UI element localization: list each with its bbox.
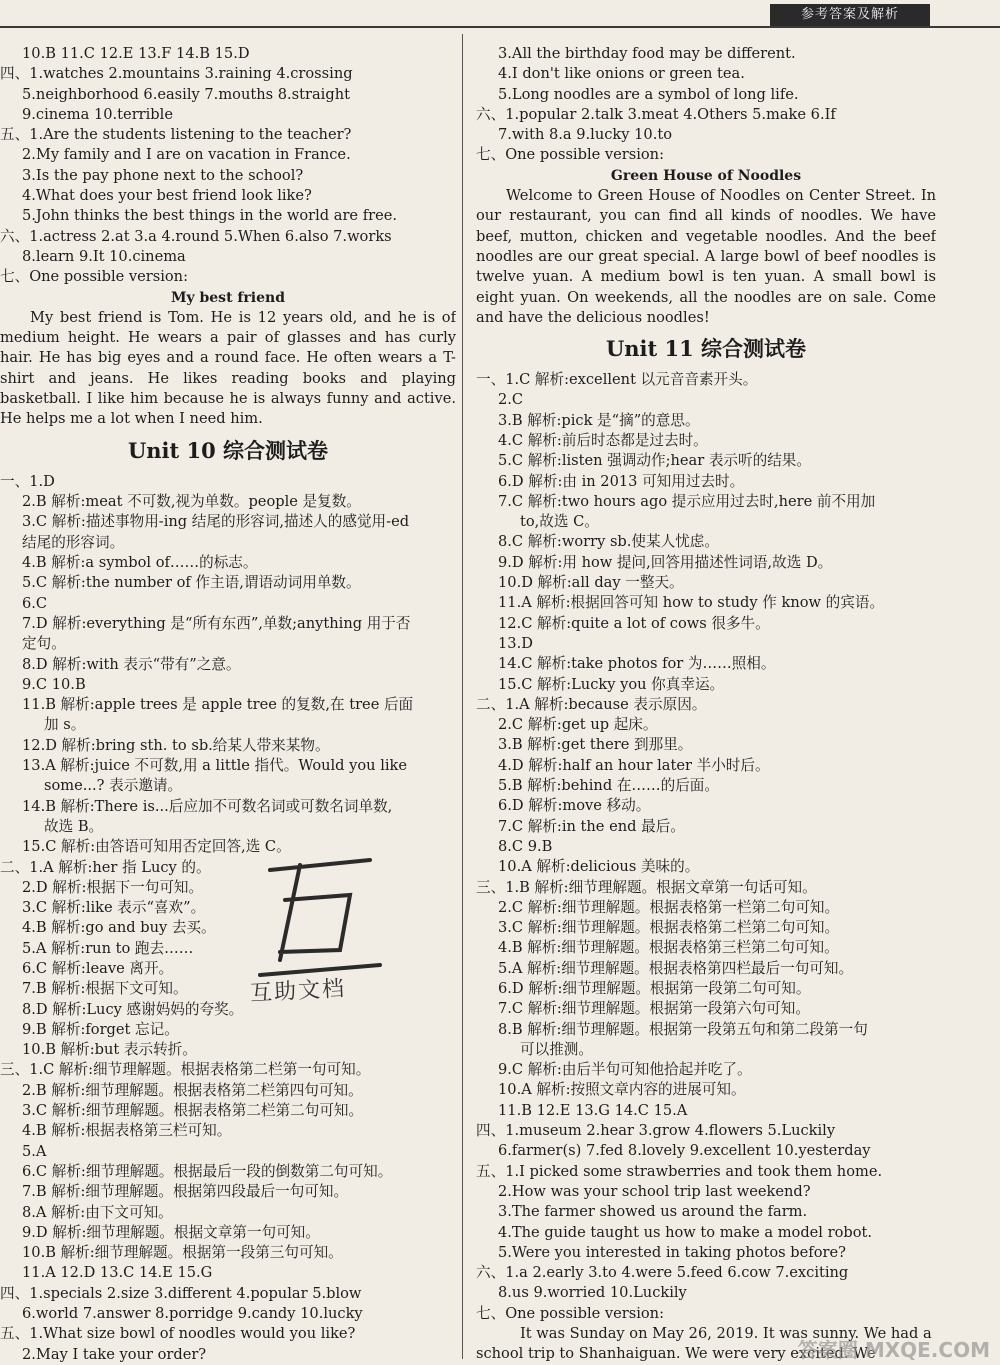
unit11_lines-line: 3.C 解析:细节理解题。根据表格第二栏第二句可知。 bbox=[498, 919, 840, 937]
unit11_lines-line: 六、1.a 2.early 3.to 4.were 5.feed 6.cow 7.exciting bbox=[476, 1264, 849, 1282]
unit10_lines-line: 5.C 解析:the number of 作主语,谓语动词用单数。 bbox=[22, 574, 361, 592]
unit10_lines-line: 6.C bbox=[22, 594, 48, 612]
unit10_lines-line: 6.C 解析:细节理解题。根据最后一段的倒数第二句可知。 bbox=[22, 1162, 393, 1180]
unit11_lines-line: 8.us 9.worried 10.Luckily bbox=[498, 1284, 687, 1302]
essay2-body: Welcome to Green House of Noodles on Center Street. In our restaurant, you can find all kinds of noodles. We have beef, mutton, chicken and vegetable noodles. And the beef noodles are our great special. A large bowl of beef noodles is twelve yuan. A medium bowl is ten yuan. A small bowl is eight yuan. On weekends, all the noodles are on sale. Come and have the delicious noodles! bbox=[476, 187, 936, 326]
unit11_lines-line: 5.A 解析:细节理解题。根据表格第四栏最后一句可知。 bbox=[498, 959, 854, 977]
unit11_lines-line: 2.C bbox=[498, 391, 524, 409]
unit10_lines-line: 四、1.specials 2.size 3.different 4.popular 5.blow bbox=[0, 1284, 362, 1302]
unit10_lines-line: 8.A 解析:由下文可知。 bbox=[22, 1203, 173, 1221]
unit10_lines-line: 2.B 解析:细节理解题。根据表格第二栏第四句可知。 bbox=[22, 1081, 363, 1099]
unit11_lines-line: 可以推测。 bbox=[520, 1040, 593, 1058]
unit11_lines-line: 8.C 解析:worry sb.使某人忧虑。 bbox=[498, 533, 719, 551]
unit11_lines-line: 9.D 解析:用 how 提问,回答用描述性词语,故选 D。 bbox=[498, 553, 833, 571]
unit11_lines-line: 10.A 解析:delicious 美味的。 bbox=[498, 858, 700, 876]
unit10_lines-line: 7.B 解析:根据下文可知。 bbox=[22, 980, 188, 998]
unit10_lines-line: 8.D 解析:Lucy 感谢妈妈的夸奖。 bbox=[22, 1000, 244, 1018]
unit11_lines-line: 6.D 解析:move 移动。 bbox=[498, 797, 651, 815]
unit10_lines-line: 6.world 7.answer 8.porridge 9.candy 10.lucky bbox=[22, 1305, 363, 1323]
left_lines-line: 七、One possible version: bbox=[0, 268, 189, 286]
unit11_lines-line: 13.D bbox=[498, 634, 533, 652]
unit11_lines-line: 6.D 解析:细节理解题。根据第一段第二句可知。 bbox=[498, 979, 811, 997]
answers-unit11 bbox=[476, 370, 936, 1365]
unit11_lines-line: 二、1.A 解析:because 表示原因。 bbox=[476, 695, 707, 713]
right_lines-line: 7.with 8.a 9.lucky 10.to bbox=[498, 126, 672, 144]
unit11_lines-line: 4.C 解析:前后时态都是过去时。 bbox=[498, 431, 708, 449]
unit11_lines-line: 14.C 解析:take photos for 为……照相。 bbox=[498, 655, 776, 673]
right_lines-line: 七、One possible version: bbox=[476, 146, 665, 164]
unit10_lines-line: 4.B 解析:go and buy 去买。 bbox=[22, 919, 216, 937]
unit11_lines-line: 5.B 解析:behind 在……的后面。 bbox=[498, 777, 719, 795]
left_lines-line: 9.cinema 10.terrible bbox=[22, 105, 173, 123]
essay2-title: Green House of Noodles bbox=[610, 167, 802, 184]
unit11_lines-line: 10.A 解析:按照文章内容的进展可知。 bbox=[498, 1081, 746, 1099]
unit11_lines-line: 7.C 解析:细节理解题。根据第一段第六句可知。 bbox=[498, 1000, 810, 1018]
unit10_lines-line: 11.B 解析:apple trees 是 apple tree 的复数,在 tree 后面 bbox=[22, 696, 414, 714]
unit10_lines-line: 3.C 解析:细节理解题。根据表格第二栏第二句可知。 bbox=[22, 1102, 364, 1120]
right_lines-line: 六、1.popular 2.talk 3.meat 4.Others 5.make 6.If bbox=[476, 105, 836, 123]
unit10_lines-line: 9.B 解析:forget 忘记。 bbox=[22, 1020, 179, 1038]
unit11_lines-line: 6.D 解析:由 in 2013 可知用过去时。 bbox=[498, 472, 745, 490]
unit11_lines-line: 2.C 解析:细节理解题。根据表格第一栏第二句可知。 bbox=[498, 898, 840, 916]
left_lines-line: 4.What does your best friend look like? bbox=[22, 187, 312, 205]
unit11_lines-line: 8.B 解析:细节理解题。根据第一段第五句和第二段第一句 bbox=[498, 1020, 868, 1038]
unit11-title: Unit 11 综合测试卷 bbox=[605, 336, 807, 362]
section-tag: 参考答案及解析 bbox=[770, 4, 930, 26]
left_lines-line: 六、1.actress 2.at 3.a 4.round 5.When 6.also 7.works bbox=[0, 227, 392, 245]
right_lines-line: 5.Long noodles are a symbol of long life. bbox=[498, 85, 799, 103]
unit10_lines-line: 加 s。 bbox=[44, 716, 86, 734]
unit11_lines-line: 12.C 解析:quite a lot of cows 很多牛。 bbox=[498, 614, 770, 632]
unit11_lines-line: 9.C 解析:由后半句可知他拾起并吃了。 bbox=[498, 1061, 752, 1079]
unit10_lines-line: some...? 表示邀请。 bbox=[44, 777, 183, 795]
right_lines-line: 3.All the birthday food may be different. bbox=[498, 45, 796, 62]
unit10_lines-line: 11.A 12.D 13.C 14.E 15.G bbox=[22, 1264, 213, 1282]
unit11_lines-line: 6.farmer(s) 7.fed 8.lovely 9.excellent 10.yesterday bbox=[498, 1142, 871, 1160]
top-rule bbox=[0, 26, 1000, 28]
unit11_lines-line: 3.The farmer showed us around the farm. bbox=[498, 1203, 808, 1221]
unit11_lines-line: 8.C 9.B bbox=[498, 837, 553, 855]
unit10_lines-line: 3.C 解析:描述事物用-ing 结尾的形容词,描述人的感觉用-ed bbox=[22, 513, 410, 531]
unit10_lines-line: 7.D 解析:everything 是“所有东西”,单数;anything 用于否 bbox=[22, 614, 411, 632]
right_lines-line: 4.I don't like onions or green tea. bbox=[498, 65, 745, 83]
unit10_lines-line: 4.B 解析:a symbol of……的标志。 bbox=[22, 554, 258, 572]
unit10_lines-line: 5.A bbox=[22, 1142, 47, 1160]
unit11_lines-line: 4.The guide taught us how to make a model robot. bbox=[498, 1223, 873, 1241]
unit10_lines-line: 2.B 解析:meat 不可数,视为单数。people 是复数。 bbox=[22, 493, 361, 511]
unit11_lines-line: 11.B 12.E 13.G 14.C 15.A bbox=[498, 1101, 688, 1119]
unit11_lines-line: 7.C 解析:two hours ago 提示应用过去时,here 前不用加 bbox=[498, 492, 876, 510]
unit11_lines-line: 15.C 解析:Lucky you 你真幸运。 bbox=[498, 675, 725, 693]
left_lines-line: 8.learn 9.It 10.cinema bbox=[22, 247, 186, 265]
stamp-label: 互助文档 bbox=[249, 976, 347, 1007]
unit10_lines-line: 3.C 解析:like 表示“喜欢”。 bbox=[22, 899, 206, 917]
unit10_lines-line: 10.B 解析:细节理解题。根据第一段第三句可知。 bbox=[22, 1244, 343, 1262]
left_lines-line: 5.John thinks the best things in the world are free. bbox=[22, 207, 397, 225]
unit11_lines-line: 3.B 解析:pick 是“摘”的意思。 bbox=[498, 411, 700, 429]
unit11_lines-line: 2.C 解析:get up 起床。 bbox=[498, 716, 658, 734]
left_lines-line: 5.neighborhood 6.easily 7.mouths 8.straight bbox=[22, 85, 350, 103]
unit10_lines-line: 定句。 bbox=[22, 635, 66, 653]
unit11_lines-line: 7.C 解析:in the end 最后。 bbox=[498, 817, 685, 835]
unit10_lines-line: 5.A 解析:run to 跑去…… bbox=[22, 939, 194, 957]
unit10_lines-line: 五、1.What size bowl of noodles would you like? bbox=[0, 1325, 356, 1343]
left_lines-line: 五、1.Are the students listening to the teacher? bbox=[0, 126, 352, 144]
left_lines-line: 2.My family and I are on vacation in France. bbox=[22, 146, 351, 164]
unit10_lines-line: 二、1.A 解析:her 指 Lucy 的。 bbox=[0, 858, 211, 876]
unit11_lines-line: 一、1.C 解析:excellent 以元音音素开头。 bbox=[476, 371, 758, 389]
answers-unit10-tail bbox=[476, 44, 936, 166]
unit10_lines-line: 2.May I take your order? bbox=[22, 1345, 207, 1363]
unit11_lines-line: school trip to Shanhaiguan. We were very excited. We bbox=[476, 1345, 876, 1363]
essay1-title: My best friend bbox=[170, 289, 286, 306]
unit11_lines-line: 11.A 解析:根据回答可知 how to study 作 know 的宾语。 bbox=[498, 594, 885, 612]
unit11_lines-line: 5.Were you interested in taking photos before? bbox=[498, 1243, 846, 1261]
unit10_lines-line: 三、1.C 解析:细节理解题。根据表格第二栏第一句可知。 bbox=[0, 1061, 371, 1079]
unit10_lines-line: 故选 B。 bbox=[44, 817, 104, 835]
unit10_lines-line: 9.D 解析:细节理解题。根据文章第一句可知。 bbox=[22, 1223, 320, 1241]
unit10_lines-line: 结尾的形容词。 bbox=[22, 533, 125, 551]
right-column bbox=[476, 44, 936, 1365]
unit10_lines-line: 一、1.D bbox=[0, 472, 55, 490]
watermark-logo: 答案圈 MXQE.COM bbox=[797, 1338, 990, 1362]
left-column bbox=[0, 44, 456, 1365]
unit11_lines-line: to,故选 C。 bbox=[520, 513, 599, 531]
unit10_lines-line: 2.D 解析:根据下一句可知。 bbox=[22, 878, 204, 896]
unit11_lines-line: 四、1.museum 2.hear 3.grow 4.flowers 5.Luckily bbox=[476, 1122, 836, 1140]
unit10_lines-line: 7.B 解析:细节理解题。根据第四段最后一句可知。 bbox=[22, 1183, 349, 1201]
unit10_lines-line: 10.B 解析:but 表示转折。 bbox=[22, 1041, 197, 1059]
unit10_lines-line: 14.B 解析:There is...后应加不可数名词或可数名词单数, bbox=[22, 797, 393, 815]
unit10_lines-line: 13.A 解析:juice 不可数,用 a little 指代。Would you like bbox=[22, 757, 408, 775]
unit11_lines-line: 三、1.B 解析:细节理解题。根据文章第一句话可知。 bbox=[476, 878, 817, 896]
unit10_lines-line: 15.C 解析:由答语可知用否定回答,选 C。 bbox=[22, 838, 291, 856]
unit10_lines-line: 4.B 解析:根据表格第三栏可知。 bbox=[22, 1122, 232, 1140]
column-divider bbox=[462, 34, 463, 1359]
unit11_lines-line: 4.D 解析:half an hour later 半小时后。 bbox=[498, 756, 770, 774]
unit10_lines-line: 12.D 解析:bring sth. to sb.给某人带来某物。 bbox=[22, 736, 330, 754]
essay1-body: My best friend is Tom. He is 12 years old, and he is of medium height. He wears a pair of glasses and has curly hair. He has big eyes and a round face. He often wears a T-shirt and jeans. He likes reading books and playing basketball. I like him because he is always funny and active. He helps me a lot when I need him. bbox=[0, 308, 456, 428]
unit10_lines-line: 6.C 解析:leave 离开。 bbox=[22, 959, 174, 977]
left_lines-line: 四、1.watches 2.mountains 3.raining 4.crossing bbox=[0, 65, 353, 83]
unit11_lines-line: 3.B 解析:get there 到那里。 bbox=[498, 736, 693, 754]
unit11_lines-line: 五、1.I picked some strawberries and took them home. bbox=[476, 1162, 883, 1180]
unit11_lines-line: 5.C 解析:listen 强调动作;hear 表示听的结果。 bbox=[498, 452, 811, 470]
unit10_lines-line: 9.C 10.B bbox=[22, 675, 86, 693]
left_lines-line: 10.B 11.C 12.E 13.F 14.B 15.D bbox=[22, 45, 250, 62]
unit10_lines-line: 8.D 解析:with 表示“带有”之意。 bbox=[22, 655, 241, 673]
answers-unit9-tail bbox=[0, 44, 456, 288]
unit11_lines-line: It was Sunday on May 26, 2019. It was sunny. We had a bbox=[520, 1325, 932, 1343]
unit11_lines-line: 10.D 解析:all day 一整天。 bbox=[498, 574, 684, 592]
unit10-title: Unit 10 综合测试卷 bbox=[127, 437, 329, 463]
left_lines-line: 3.Is the pay phone next to the school? bbox=[22, 166, 304, 184]
unit11_lines-line: 2.How was your school trip last weekend? bbox=[498, 1182, 811, 1200]
unit11_lines-line: 4.B 解析:细节理解题。根据表格第三栏第二句可知。 bbox=[498, 939, 839, 957]
unit11_lines-line: 七、One possible version: bbox=[476, 1304, 665, 1322]
